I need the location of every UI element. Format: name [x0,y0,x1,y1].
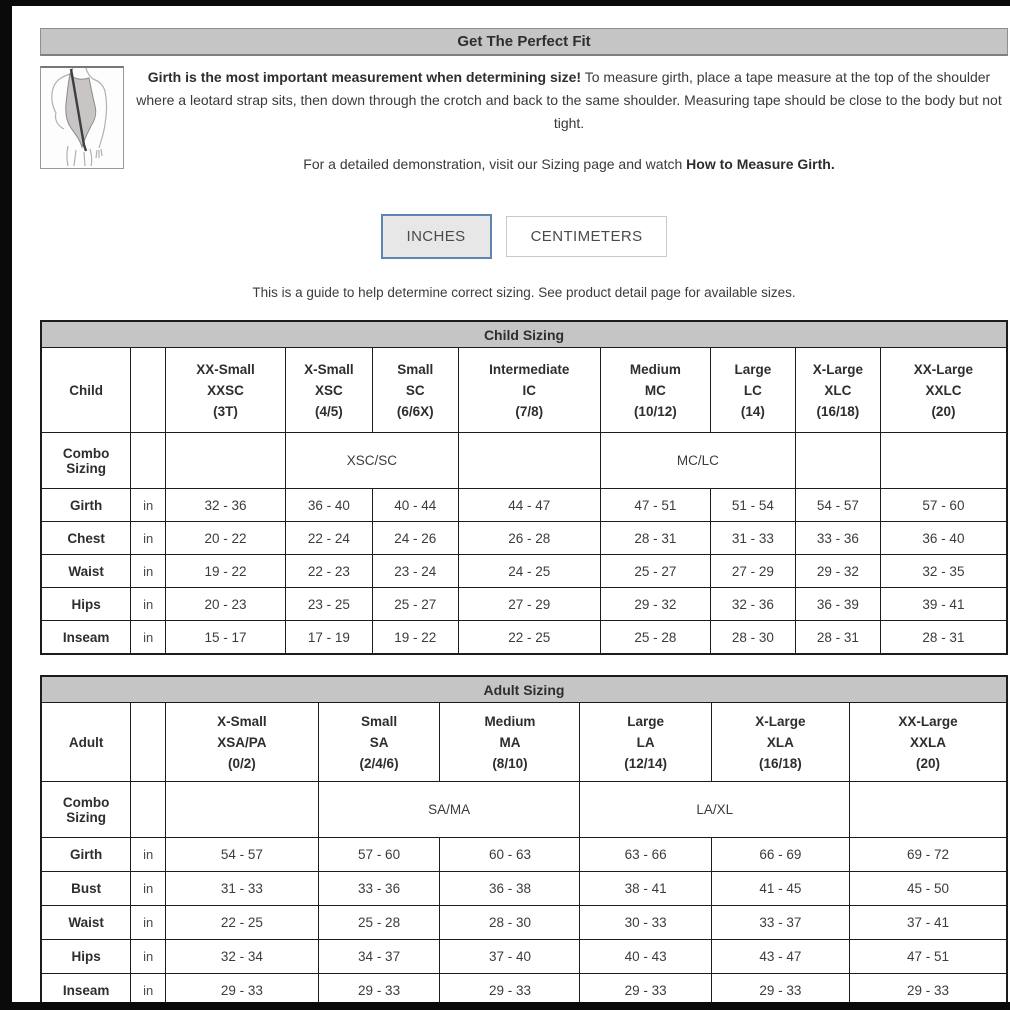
size-value-cell: 30 - 33 [580,906,711,940]
size-code: XXSC [207,382,244,398]
size-name: XX-Large [913,361,974,377]
size-value-cell: 29 - 32 [600,588,710,621]
girth-instructions [134,66,1004,135]
guide-note: This is a guide to help determine correct sizing. See product detail page for available sizes. [252,285,796,300]
size-value-cell: 28 - 30 [710,621,795,655]
demo-line [134,153,1004,176]
size-value-cell: 23 - 25 [285,588,372,621]
row-label-cell: Inseam [41,621,131,655]
size-value-cell: 39 - 41 [880,588,1007,621]
unit-cell: in [131,974,166,1009]
page-content [12,6,1010,1009]
size-value-cell: 25 - 28 [600,621,710,655]
col-header-cell [166,703,319,782]
combo-cell [880,433,1007,489]
combo-row-label: Combo Sizing [41,782,131,838]
row-label-cell: Hips [41,940,131,974]
size-name: X-Large [812,361,864,377]
size-numbers: (12/14) [624,755,668,771]
size-code: MC [644,382,666,398]
size-value-cell: 57 - 60 [880,489,1007,522]
combo-cell [458,433,600,489]
size-value-cell: 34 - 37 [318,940,440,974]
unit-cell: in [131,588,166,621]
size-value-cell: 36 - 38 [440,872,580,906]
combo-cell [166,782,319,838]
unit-cell: in [131,522,166,555]
table-title: Child Sizing [41,321,1007,348]
size-value-cell: 28 - 30 [440,906,580,940]
size-code: IC [522,382,537,398]
intro-text [124,66,1008,176]
size-name: Medium [629,361,681,377]
size-value-cell: 27 - 29 [458,588,600,621]
size-code: SA [369,734,389,750]
size-name: Intermediate [489,361,570,377]
size-value-cell: 36 - 39 [795,588,880,621]
unit-cell: in [131,555,166,588]
size-numbers: (8/10) [492,755,528,771]
table-row-header: Adult [41,703,131,782]
size-numbers: (10/12) [633,403,677,419]
size-value-cell: 17 - 19 [285,621,372,655]
size-value-cell: 29 - 33 [440,974,580,1009]
combo-row-label: Combo Sizing [41,433,131,489]
col-header-cell [711,703,849,782]
unit-toggle [40,214,1008,259]
size-value-cell: 63 - 66 [580,838,711,872]
size-name: Medium [484,713,536,729]
size-value-cell: 15 - 17 [166,621,286,655]
row-label-cell: Waist [41,555,131,588]
col-header-cell [372,348,458,433]
child-sizing-table [40,320,1008,655]
col-header-cell [600,348,710,433]
size-code: XSC [314,382,343,398]
size-code: XXLA [909,734,946,750]
size-value-cell: 31 - 33 [710,522,795,555]
size-name: XX-Large [898,713,958,729]
size-name: Small [361,713,398,729]
size-value-cell: 37 - 40 [440,940,580,974]
size-value-cell: 54 - 57 [795,489,880,522]
size-value-cell: 29 - 33 [849,974,1007,1009]
size-value-cell: 24 - 26 [372,522,458,555]
row-label-cell: Waist [41,906,131,940]
size-value-cell: 47 - 51 [849,940,1007,974]
size-name: Large [627,713,665,729]
size-value-cell: 51 - 54 [710,489,795,522]
centimeters-button[interactable]: CENTIMETERS [506,216,668,257]
size-value-cell: 25 - 28 [318,906,440,940]
size-value-cell: 33 - 36 [795,522,880,555]
size-value-cell: 29 - 33 [711,974,849,1009]
size-value-cell: 28 - 31 [795,621,880,655]
unit-cell [131,433,166,489]
combo-cell: SA/MA [318,782,580,838]
size-name: Large [734,361,772,377]
size-value-cell: 66 - 69 [711,838,849,872]
size-value-cell: 24 - 25 [458,555,600,588]
col-header-cell [880,348,1007,433]
size-value-cell: 45 - 50 [849,872,1007,906]
unit-cell: in [131,940,166,974]
size-code: LA [636,734,655,750]
size-numbers: (6/6X) [396,403,434,419]
table-row-header: Child [41,348,131,433]
size-numbers: (20) [931,403,956,419]
size-value-cell: 33 - 36 [318,872,440,906]
col-header-cell [458,348,600,433]
size-value-cell: 23 - 24 [372,555,458,588]
col-header-cell [285,348,372,433]
size-value-cell: 40 - 43 [580,940,711,974]
size-value-cell: 32 - 36 [710,588,795,621]
row-label-cell: Girth [41,489,131,522]
size-numbers: (2/4/6) [359,755,399,771]
size-value-cell: 31 - 33 [166,872,319,906]
size-value-cell: 25 - 27 [372,588,458,621]
size-value-cell: 25 - 27 [600,555,710,588]
size-numbers: (14) [740,403,765,419]
combo-cell: LA/XL [580,782,850,838]
row-label-cell: Chest [41,522,131,555]
size-value-cell: 29 - 32 [795,555,880,588]
col-header-cell [795,348,880,433]
unit-header-cell [131,348,166,433]
adult-sizing-table [40,675,1008,1009]
size-numbers: (7/8) [515,403,544,419]
inches-button[interactable]: INCHES [381,214,492,259]
col-header-cell [440,703,580,782]
size-numbers: (0/2) [228,755,256,771]
size-name: X-Large [755,713,806,729]
size-value-cell: 33 - 37 [711,906,849,940]
intro-section [40,66,1008,176]
col-header-cell [849,703,1007,782]
unit-cell: in [131,838,166,872]
page-title: Get The Perfect Fit [40,28,1008,56]
size-value-cell: 22 - 24 [285,522,372,555]
unit-cell [131,782,166,838]
size-numbers: (3T) [213,403,238,419]
row-label-cell: Bust [41,872,131,906]
col-header-cell [710,348,795,433]
size-name: XX-Small [196,361,255,377]
size-value-cell: 43 - 47 [711,940,849,974]
size-value-cell: 40 - 44 [372,489,458,522]
col-header-cell [580,703,711,782]
demo-text: For a detailed demonstration, visit our Sizing page and watch [303,156,687,172]
size-value-cell: 57 - 60 [318,838,440,872]
size-value-cell: 19 - 22 [372,621,458,655]
size-numbers: (16/18) [759,755,802,771]
demo-bold: How to Measure Girth. [686,156,835,172]
size-value-cell: 32 - 34 [166,940,319,974]
size-code: XLC [824,382,852,398]
size-code: SC [405,382,425,398]
row-label-cell: Hips [41,588,131,621]
size-value-cell: 32 - 36 [166,489,286,522]
size-value-cell: 41 - 45 [711,872,849,906]
size-name: Small [397,361,434,377]
col-header-cell [166,348,286,433]
size-value-cell: 47 - 51 [600,489,710,522]
table-title: Adult Sizing [41,676,1007,703]
size-numbers: (16/18) [816,403,860,419]
size-value-cell: 29 - 33 [166,974,319,1009]
size-value-cell: 54 - 57 [166,838,319,872]
size-name: X-Small [304,361,354,377]
size-value-cell: 22 - 23 [285,555,372,588]
unit-cell: in [131,906,166,940]
size-value-cell: 28 - 31 [600,522,710,555]
size-name: X-Small [217,713,267,729]
size-value-cell: 29 - 33 [580,974,711,1009]
size-value-cell: 27 - 29 [710,555,795,588]
combo-cell [849,782,1007,838]
size-value-cell: 22 - 25 [458,621,600,655]
size-code: XLA [766,734,794,750]
combo-cell: MC/LC [600,433,795,489]
size-value-cell: 19 - 22 [166,555,286,588]
size-value-cell: 38 - 41 [580,872,711,906]
col-header-cell [318,703,440,782]
size-value-cell: 32 - 35 [880,555,1007,588]
unit-header-cell [131,703,166,782]
size-value-cell: 44 - 47 [458,489,600,522]
size-value-cell: 20 - 22 [166,522,286,555]
girth-instructions-lead: Girth is the most important measurement when determining size! [147,69,582,85]
size-numbers: (20) [915,755,940,771]
row-label-cell: Girth [41,838,131,872]
combo-cell [166,433,286,489]
size-value-cell: 37 - 41 [849,906,1007,940]
size-code: XSA/PA [217,734,267,750]
size-value-cell: 36 - 40 [285,489,372,522]
size-value-cell: 20 - 23 [166,588,286,621]
leotard-girth-diagram-icon [40,66,124,169]
size-code: MA [499,734,521,750]
girth-instructions-body: To measure girth, place a tape measure at the top of the shoulder where a leotard strap sits, then down through the crotch and back to the same shoulder. Measuring tape should be close to the body but not tight. [136,69,1002,131]
row-label-cell: Inseam [41,974,131,1009]
size-value-cell: 60 - 63 [440,838,580,872]
size-value-cell: 29 - 33 [318,974,440,1009]
size-value-cell: 69 - 72 [849,838,1007,872]
unit-cell: in [131,872,166,906]
unit-cell: in [131,489,166,522]
size-value-cell: 26 - 28 [458,522,600,555]
size-code: XXLC [925,382,962,398]
size-value-cell: 22 - 25 [166,906,319,940]
combo-cell: XSC/SC [285,433,458,489]
size-value-cell: 36 - 40 [880,522,1007,555]
size-code: LC [743,382,762,398]
size-numbers: (4/5) [314,403,343,419]
combo-cell [795,433,880,489]
unit-cell: in [131,621,166,655]
size-value-cell: 28 - 31 [880,621,1007,655]
